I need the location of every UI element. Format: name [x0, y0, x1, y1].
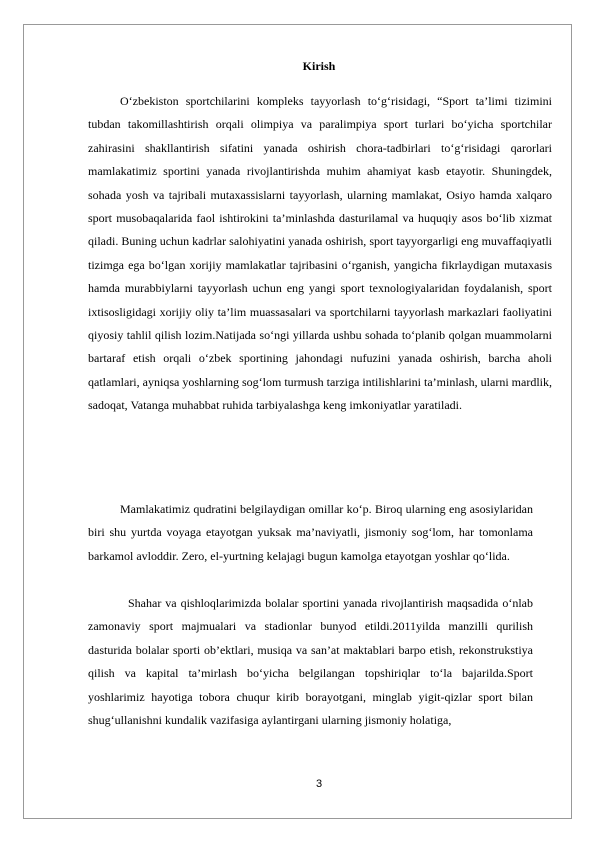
paragraph-1: O‘zbekiston sportchilarini kompleks tayyorlash to‘g‘risidagi, “Sport ta’limi tizimini tubdan takomillashtirish orqali olimpiya va paralimpiya sport turlari bo‘yicha sportchilar zahirasini shakllantirish sifatini yanada oshirish chora-tadbirlari to‘g‘risidagi qarorlari mamlakatimiz sportini yanada rivojlantirishda muhim ahamiyat kasb etayotir. Shuningdek, sohada yosh va tajribali mutaxassislarni tayyorlash, ularning mamlakat, Osiyo hamda xalqaro sport musobaqalarida faol ishtirokini ta’minlashda dasturilamal va huquqiy asos bo‘lib xizmat qiladi. Buning uchun kadrlar salohiyatini yanada oshirish, sport tayyorgarligi eng muvaffaqiyatli tizimga ega bo‘lgan xorijiy mamlakatlar tajribasini o‘rganish, yangicha fikrlaydigan mutaxasis hamda murabbiylarni tayyorlash uchun eng yangi sport texnologiyalaridan foydalanish, sport ixtisosligidagi xorijiy oliy ta’lim muassasalari va sportchilarni tayyorlash markazlari faoliyatini qiyosiy tahlil qilish lozim.Natijada so‘ngi yillarda ushbu sohada to‘planib qolgan muammolarni bartaraf etish orqali o‘zbek sportining jahondagi nufuzini yanada oshirish, barcha aholi qatlamlari, ayniqsa yoshlarning sog‘lom turmush tarziga intilishlarini ta’minlash, ularni mardlik, sadoqat, Vatanga muhabbat ruhida tarbiyalashga keng imkoniyatlar yaratiladi. [88, 94, 552, 413]
section-heading: Kirish [302, 59, 336, 73]
paragraph-2: Mamlakatimiz qudratini belgilaydigan omillar ko‘p. Biroq ularning eng asosiylaridan biri shu yurtda voyaga etayotgan yuksak ma’naviyatli, jismoniy sog‘lom, har tomonlama barkamol avloddir. Zero, el-yurtning kelajagi bugun kamolga etayotgan yoshlar qo‘lida. [88, 502, 533, 563]
page-number: 3 [315, 778, 323, 790]
paragraph-3: Shahar va qishloqlarimizda bolalar sportini yanada rivojlantirish maqsadida o‘nlab zamonaviy sport majmualari va stadionlar bunyod etildi.2011yilda manzilli qurilish dasturida bolalar sporti ob’ektlari, musiqa va san’at maktablari barpo etish, rekonstrukstiya qilish va kapital ta’mirlash bo‘yicha belgilangan topshiriqlar to‘la bajarilda.Sport yoshlarimiz hayotiga tobora chuqur kirib borayotgani, minglab yigit-qizlar sport bilan shug‘ullanishni kundalik vazifasiga aylantirgani ularning jismoniy holatiga, [88, 596, 533, 728]
